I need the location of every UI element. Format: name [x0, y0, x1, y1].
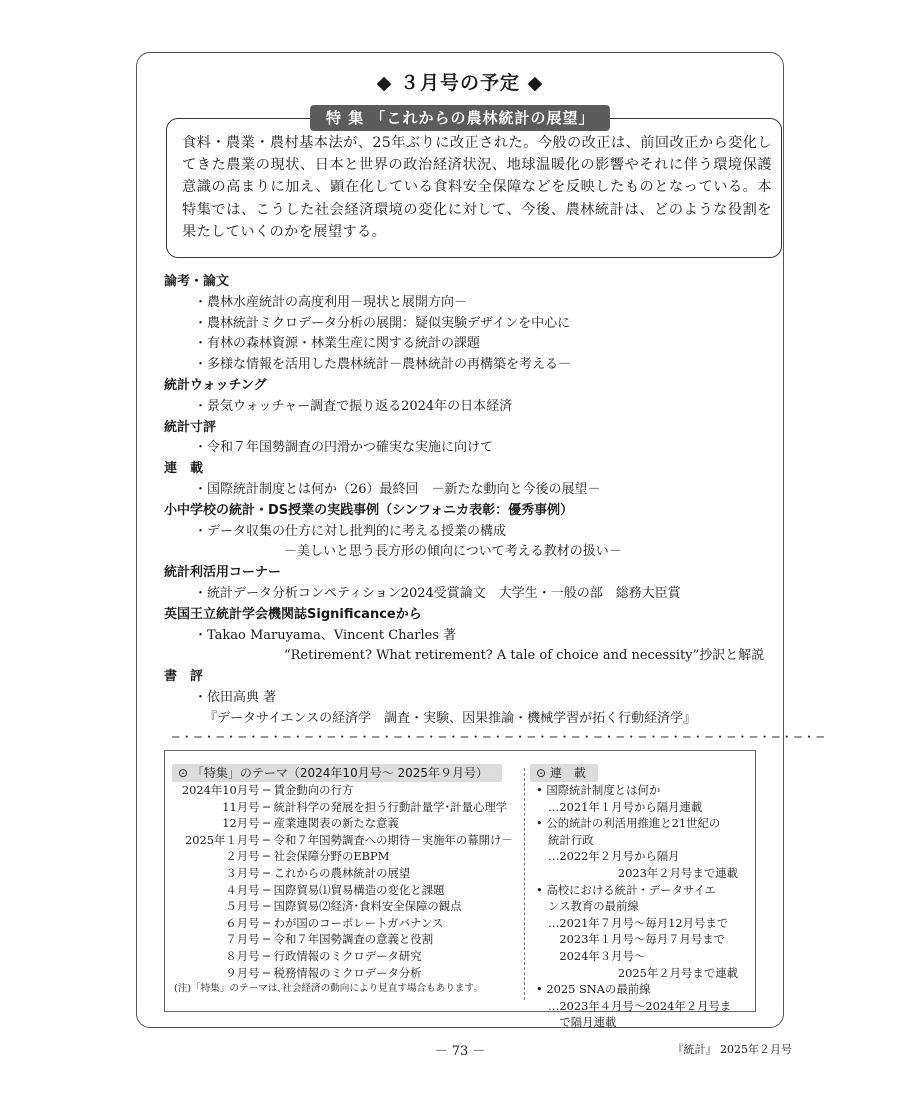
theme-month: 2024年10月号 ─ [181, 783, 270, 797]
theme-row [176, 848, 520, 865]
section-heading: 論考・論文 [164, 274, 230, 289]
list-item: －美しいと思う長方形の傾向について考える教材の扱い－ [284, 544, 622, 560]
list-item: ・依田高典 著 [194, 689, 277, 705]
themes-list [176, 782, 520, 998]
serial-row: • 2025 SNAの最前線 [536, 982, 651, 997]
serial-row: 統計行政 [548, 832, 594, 847]
diamond-icon: ◆ [527, 72, 544, 94]
column-divider [524, 768, 525, 1000]
serial-row: 2023年２月号まで連載 [617, 865, 738, 880]
theme-month: ２月号 ─ [225, 849, 270, 864]
serial-row: 2023年１月号～毎月７月号まで [548, 932, 726, 947]
feature-label: 特 集 「これからの農林統計の展望」 [310, 105, 610, 131]
list-item: ・国際統計制度とは何か（26）最終回 －新たな動向と今後の展望－ [194, 481, 601, 497]
themes-label: 「特集」のテーマ（2024年10月号～ 2025年９月号） [191, 766, 489, 780]
serial-row: で隔月連載 [548, 1015, 617, 1030]
serial-row: 2024年３月号～ [548, 948, 646, 963]
theme-row [176, 865, 520, 882]
theme-month: ７月号 ─ [225, 932, 270, 947]
theme-topic: 賃金動向の行方 [270, 783, 354, 797]
theme-row [176, 815, 520, 832]
table-of-contents [164, 272, 764, 730]
theme-topic: 統計科学の発展を担う行動計量学･計量心理学 [270, 799, 508, 814]
serial-row: …2021年１月号から隔月連載 [548, 799, 703, 814]
circled-dot-icon: ⊙ [178, 766, 189, 780]
serial-row: …2022年２月号から隔月 [548, 849, 680, 864]
theme-row [176, 948, 520, 965]
serial-row: …2023年４月号～2024年２月号ま [548, 998, 732, 1013]
serial-row: 2025年２月号まで連載 [617, 965, 738, 980]
circled-dot-icon: ⊙ [536, 766, 547, 780]
theme-topic: これからの農林統計の展望 [270, 865, 411, 880]
section-heading: 統計寸評 [164, 419, 217, 435]
serials-label: 連 載 [549, 766, 586, 780]
serial-row: • 高校における統計・データサイエ [536, 882, 716, 897]
section-heading: 書 評 [164, 669, 204, 685]
theme-row [176, 782, 520, 799]
theme-month: 12月号 ─ [222, 816, 270, 831]
list-item: 『データサイエンスの経済学 調査・実験、因果推論・機械学習が拓く行動経済学』 [204, 710, 697, 726]
list-item: “Retirement? What retirement? A tale of choice and necessity”抄訳と解説 [284, 648, 765, 664]
theme-topic: 国際貿易⑴貿易構造の変化と課題 [270, 882, 445, 897]
theme-row [176, 965, 520, 982]
theme-row [176, 882, 520, 899]
theme-topic: 行政情報のミクロデータ研究 [270, 948, 422, 963]
serial-row: • 国際統計制度とは何か [536, 783, 661, 797]
theme-month: ６月号 ─ [225, 915, 270, 930]
list-item: ・Takao Maruyama、Vincent Charles 著 [194, 627, 457, 643]
theme-row [176, 931, 520, 948]
theme-month: 11月号 ─ [222, 799, 270, 814]
list-item: ・有林の森林資源・林業生産に関する統計の課題 [194, 336, 481, 352]
list-item: ・令和７年国勢調査の円滑かつ確実な実施に向けて [194, 440, 494, 456]
theme-month: ８月号 ─ [225, 948, 270, 963]
heading-title: ３月号の予定 [399, 72, 520, 94]
serial-row: • 公的統計の利活用推進と21世紀の [536, 816, 721, 831]
section-heading: 英国王立統計学会機関誌Significanceから [164, 606, 422, 622]
theme-topic: わが国のコーポレートガバナンス [270, 915, 444, 930]
section-heading: 連 載 [164, 461, 204, 477]
theme-month: 2025年１月号 ─ [184, 832, 270, 847]
theme-month: ４月号 ─ [225, 882, 270, 897]
feature-description: 食料・農業・農村基本法が、25年ぶりに改正された。今般の改正は、前回改正から変化してきた農業の現状、日本と世界の政治経済状況、地球温暖化の影響やそれに伴う環境保護意識の高まりに加え、顕在化している食料安全保障などを反映したものとなっている。本特集では、こうした社会経済環境の変化に対して、今後、農林統計は、どのような役割を果たしていくのかを展望する。 [182, 135, 772, 240]
theme-row [176, 832, 520, 849]
serials-list [536, 782, 752, 1031]
theme-row [176, 799, 520, 816]
themes-note: (注)「特集」のテーマは､社会経済の動向により見直す場合もあります。 [174, 983, 483, 995]
theme-row [176, 915, 520, 932]
theme-topic: 国際貿易⑵経済･食料安全保障の観点 [270, 899, 462, 914]
next-issue-heading [136, 68, 784, 95]
theme-topic: 令和７年国勢調査への期待－実施年の幕開け－ [270, 832, 513, 847]
list-item: ・景気ウォッチャー調査で振り返る2024年の日本経済 [194, 398, 513, 414]
divider: ─・─・─・─・─・─・─・─・─・─・─・─・─・─・─・─・─・─・─・─・─・─・─・─・─・─・─・─・─・─ [172, 730, 826, 744]
page-number: － 73 － [434, 1044, 486, 1059]
theme-row [176, 898, 520, 915]
themes-header [172, 764, 502, 782]
section-heading: 小中学校の統計・DS授業の実践事例（シンフォニカ表彰：優秀事例） [164, 502, 574, 518]
diamond-icon: ◆ [376, 72, 393, 94]
theme-month: ３月号 ─ [225, 865, 270, 880]
list-item: ・データ収集の仕方に対し批判的に考える授業の構成 [194, 523, 507, 539]
section-heading: 統計利活用コーナー [164, 565, 282, 581]
serials-header [530, 764, 598, 782]
theme-month: ９月号 ─ [225, 965, 270, 980]
serial-row: …2021年７月号～毎月12月号まで [548, 915, 729, 930]
list-item: ・農林水産統計の高度利用－現状と展開方向－ [194, 294, 468, 310]
list-item: ・多様な情報を活用した農林統計－農林統計の再構築を考える－ [194, 357, 572, 373]
section-heading: 統計ウォッチング [164, 377, 267, 393]
theme-month: ５月号 ─ [225, 899, 270, 914]
theme-topic: 令和７年国勢調査の意義と役割 [270, 932, 434, 947]
list-item: ・統計データ分析コンペティション2024受賞論文 大学生・一般の部 総務大臣賞 [194, 585, 681, 601]
serial-row: ンス教育の最前線 [548, 899, 639, 914]
list-item: ・農林統計ミクロデータ分析の展開：疑似実験デザインを中心に [194, 315, 571, 331]
theme-topic: 税務情報のミクロデータ分析 [270, 965, 422, 980]
theme-topic: 社会保障分野のEBPM [270, 849, 390, 864]
theme-topic: 産業連関表の新たな意義 [270, 816, 399, 831]
issue-label: 『統計』 2025年２月号 [672, 1043, 792, 1056]
